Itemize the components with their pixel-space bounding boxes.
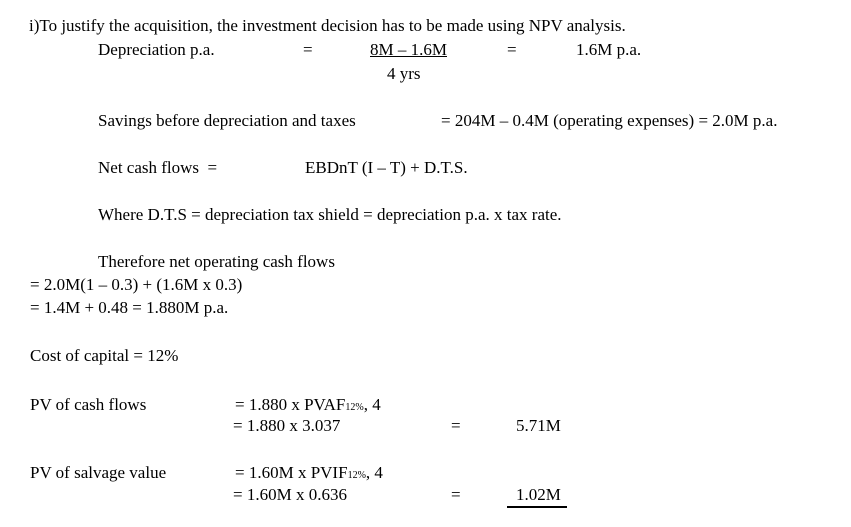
pv-cash-flows-label: PV of cash flows [30, 395, 147, 414]
total-underline [507, 506, 567, 508]
savings-value: = 204M – 0.4M (operating expenses) = 2.0M p.a. [441, 111, 778, 130]
depreciation-numerator: 8M – 1.6M [370, 40, 447, 59]
depreciation-equals-2: = [507, 40, 517, 59]
pv-salvage-suffix: , 4 [365, 463, 383, 482]
pv-cash-flows-line-1 [235, 395, 381, 418]
depreciation-denominator: 4 yrs [387, 64, 421, 83]
pv-salvage-result: 1.02M [516, 485, 561, 504]
pv-salvage-prefix: = 1.60M x PVIF [235, 463, 348, 482]
pv-salvage-line-2: = 1.60M x 0.636 [233, 485, 347, 504]
depreciation-result: 1.6M p.a. [576, 40, 642, 59]
pv-salvage-label: PV of salvage value [30, 463, 167, 482]
net-operating-heading: Therefore net operating cash flows [98, 252, 335, 271]
pv-cash-flows-prefix: = 1.880 x PVAF [235, 395, 346, 414]
pv-cash-flows-equals: = [451, 416, 461, 435]
depreciation-label: Depreciation p.a. [98, 40, 215, 59]
depreciation-equals: = [303, 40, 313, 59]
pv-cash-flows-suffix: , 4 [363, 395, 381, 414]
net-operating-line-1: = 2.0M(1 – 0.3) + (1.6M x 0.3) [30, 275, 243, 294]
net-cash-flows-formula: EBDnT (I – T) + D.T.S. [305, 158, 468, 177]
pv-cash-flows-line-2: = 1.880 x 3.037 [233, 416, 341, 435]
pv-salvage-equals: = [451, 485, 461, 504]
dts-definition: Where D.T.S = depreciation tax shield = depreciation p.a. x tax rate. [98, 205, 562, 224]
savings-label: Savings before depreciation and taxes [98, 111, 356, 130]
cost-of-capital: Cost of capital = 12% [30, 346, 179, 365]
net-cash-flows-label: Net cash flows = [98, 158, 218, 177]
pv-salvage-rate: 12% [347, 470, 366, 481]
pv-salvage-line-1 [235, 463, 383, 486]
intro-text: i)To justify the acquisition, the investment decision has to be made using NPV analysis. [29, 16, 626, 35]
pv-cash-flows-result: 5.71M [516, 416, 561, 435]
pv-cash-flows-rate: 12% [345, 402, 364, 413]
net-operating-line-2: = 1.4M + 0.48 = 1.880M p.a. [30, 298, 229, 317]
